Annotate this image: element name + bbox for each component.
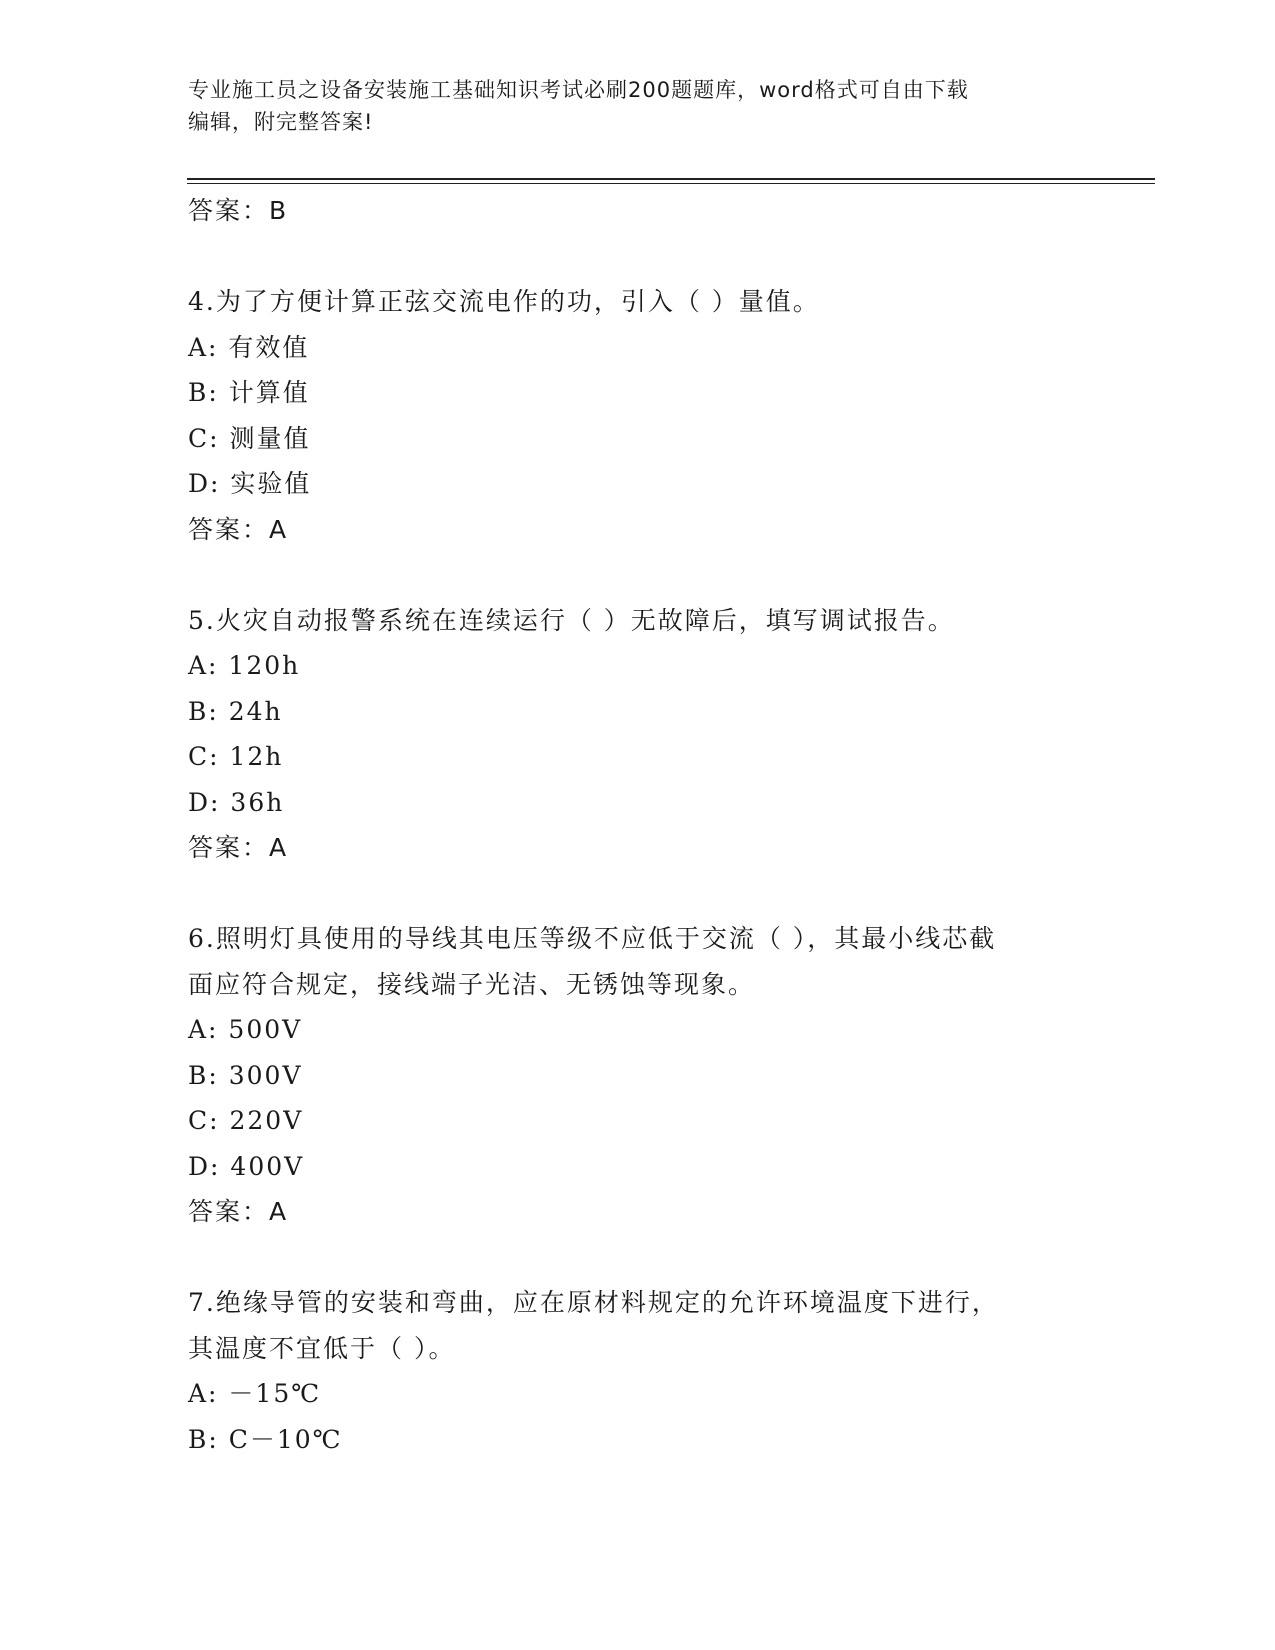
- spacer: [188, 871, 1088, 917]
- option-b: B: 24h: [188, 696, 283, 726]
- question-stem: 5.火灾自动报警系统在连续运行（ ）无故障后，填写调试报告。: [188, 605, 955, 635]
- option-a: A: 120h: [188, 651, 301, 680]
- header-divider-thick: [187, 178, 1155, 180]
- option-a: A: 有效值: [188, 332, 310, 362]
- answer-line: 答案：A: [188, 1197, 289, 1226]
- header-divider-thin: [187, 183, 1155, 184]
- question-stem-continued: 面应符合规定，接线端子光洁、无锈蚀等现象。: [188, 969, 756, 999]
- option-b: B: 计算值: [188, 378, 310, 407]
- option-d: D: 实验值: [188, 469, 312, 498]
- question-stem: 6.照明灯具使用的导线其电压等级不应低于交流（ ），其最小线芯截: [188, 924, 997, 953]
- option-c: C: 12h: [188, 742, 284, 771]
- answer-line: 答案：A: [188, 833, 289, 862]
- option-b: B: 300V: [188, 1060, 303, 1090]
- header-line-2: 编辑，附完整答案!: [188, 110, 374, 134]
- option-a: A: －15℃: [188, 1379, 322, 1408]
- question-stem: 7.绝缘导管的安装和弯曲，应在原材料规定的允许环境温度下进行，: [188, 1288, 999, 1317]
- answer-line: 答案：A: [188, 514, 289, 544]
- answer-line: 答案：B: [188, 196, 289, 225]
- option-a: A: 500V: [188, 1015, 303, 1044]
- question-stem-continued: 其温度不宜低于（ ）。: [188, 1333, 456, 1363]
- spacer: [188, 552, 1088, 598]
- option-d: D: 36h: [188, 787, 285, 817]
- option-c: C: 测量值: [188, 423, 311, 453]
- question-block: [188, 279, 1088, 552]
- option-d: D: 400V: [188, 1151, 305, 1181]
- document-header: [188, 74, 1068, 138]
- spacer: [188, 1235, 1088, 1281]
- spacer: [188, 234, 1088, 280]
- question-block: [188, 916, 1088, 1235]
- question-block: [188, 1280, 1088, 1462]
- option-c: C: 220V: [188, 1106, 304, 1135]
- question-block: [188, 598, 1088, 871]
- question-list: [188, 188, 1088, 1462]
- option-b: B: C－10℃: [188, 1424, 343, 1454]
- header-line-1: 专业施工员之设备安装施工基础知识考试必刷200题题库，word格式可自由下载: [188, 78, 969, 102]
- question-stem: 4.为了方便计算正弦交流电作的功，引入（ ）量值。: [188, 287, 820, 316]
